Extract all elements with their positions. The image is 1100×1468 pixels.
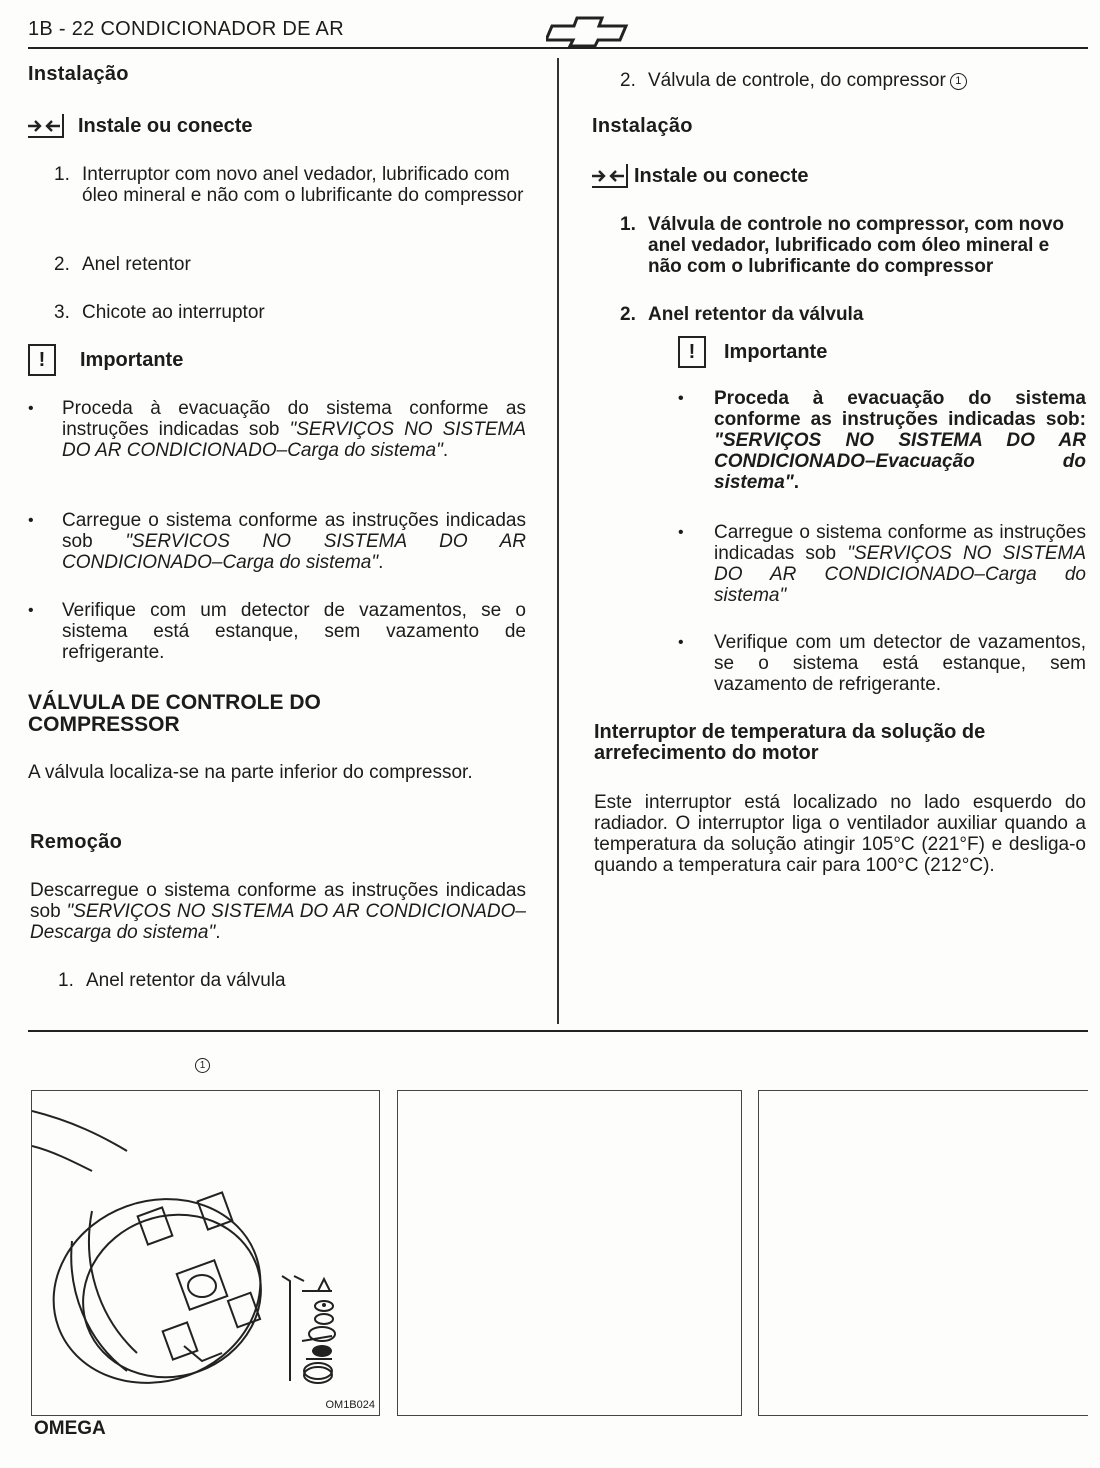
bullet-item: • Carregue o sistema conforme as instruções indicadas sob "SERVIÇOS NO SISTEMA DO AR CONDICIONADO–Carga do sistema" <box>678 522 1086 606</box>
bullet-item: • Verifique com um detector de vazamentos, se o sistema está estanque, sem vazamento de refrigerante. <box>678 632 1086 695</box>
footer-model: OMEGA <box>34 1418 106 1439</box>
figure-panel <box>31 1090 380 1416</box>
paragraph: Este interruptor está localizado no lado esquerdo do radiador. O interruptor liga o ventilador auxiliar quando a temperatura da solução atingir 105°C (221°F) e desliga-o quando a temperatura cair para 100°C (212°C). <box>594 792 1086 876</box>
bullet-item: • Verifique com um detector de vazamentos, se o sistema está estanque, sem vazamento de refrigerante. <box>28 600 526 663</box>
section-rule <box>28 1030 1088 1032</box>
bullet-icon: • <box>678 524 684 541</box>
bullet-icon: • <box>28 400 34 417</box>
bullet-item: • Proceda à evacuação do sistema conforme as instruções indicadas sob: "SERVIÇOS NO SISTEMA DO AR CONDICIONADO–Evacuação do sistema". <box>678 388 1086 493</box>
bullet-icon: • <box>28 602 34 619</box>
figure-code: OM1B024 <box>325 1399 375 1411</box>
figure-panel-empty <box>397 1090 742 1416</box>
figure-marker: 1 <box>195 1058 210 1073</box>
page-title: 1B - 22 CONDICIONADOR DE AR <box>28 18 344 40</box>
exclamation-icon: ! <box>28 344 56 376</box>
install-label: Instale ou conecte <box>78 114 253 137</box>
header-rule <box>28 47 1088 49</box>
list-item: 1. Interruptor com novo anel vedador, lubrificado com óleo mineral e não com o lubrificante do compressor <box>54 164 524 206</box>
list-item: 1. Válvula de controle no compressor, com novo anel vedador, lubrificado com óleo mineral e não com o lubrificante do compressor <box>620 214 1064 277</box>
bullet-icon: • <box>678 634 684 651</box>
installation-heading: Instalação <box>592 115 693 137</box>
paragraph: Descarregue o sistema conforme as instruções indicadas sob "SERVIÇOS NO SISTEMA DO AR CONDICIONADO–Descarga do sistema". <box>30 880 526 943</box>
list-item: 1. Anel retentor da válvula <box>58 970 286 991</box>
figure-panel-empty <box>758 1090 1088 1416</box>
important-notice <box>28 344 183 376</box>
installation-heading: Instalação <box>28 63 129 85</box>
list-item: 2. Anel retentor da válvula <box>620 304 864 325</box>
bullet-item: • Proceda à evacuação do sistema conforme as instruções indicadas sob "SERVIÇOS NO SISTEMA DO AR CONDICIONADO–Carga do sistema". <box>28 398 526 461</box>
bullet-item: • Carregue o sistema conforme as instruções indicadas sob "SERVICOS NO SISTEMA DO AR CONDICIONADO–Carga do sistema". <box>28 510 526 573</box>
install-instruction <box>592 164 809 188</box>
chevrolet-bowtie-icon <box>546 12 632 48</box>
bullet-icon: • <box>28 512 34 529</box>
page-header <box>28 14 1088 56</box>
install-label: Instale ou conecte <box>634 164 809 187</box>
callout-marker: 1 <box>950 73 967 90</box>
removal-heading: Remoção <box>30 831 123 853</box>
install-arrows-icon <box>592 164 628 188</box>
list-item: 2. Válvula de controle, do compressor 1 <box>620 70 1086 91</box>
compressor-illustration <box>32 1091 377 1413</box>
important-notice <box>678 336 827 368</box>
list-item: 2. Anel retentor <box>54 254 191 275</box>
important-label: Importante <box>724 340 828 363</box>
list-item: 3. Chicote ao interruptor <box>54 302 265 323</box>
section-heading: VÁLVULA DE CONTROLE DO COMPRESSOR <box>28 691 321 736</box>
install-instruction <box>28 114 253 138</box>
bullet-icon: • <box>678 390 684 407</box>
important-label: Importante <box>80 348 184 371</box>
section-heading: Interruptor de temperatura da solução de arrefecimento do motor <box>594 721 986 764</box>
exclamation-icon: ! <box>678 336 706 368</box>
install-arrows-icon <box>28 114 64 138</box>
paragraph: A válvula localiza-se na parte inferior do compressor. <box>28 762 473 783</box>
column-divider <box>557 58 559 1024</box>
